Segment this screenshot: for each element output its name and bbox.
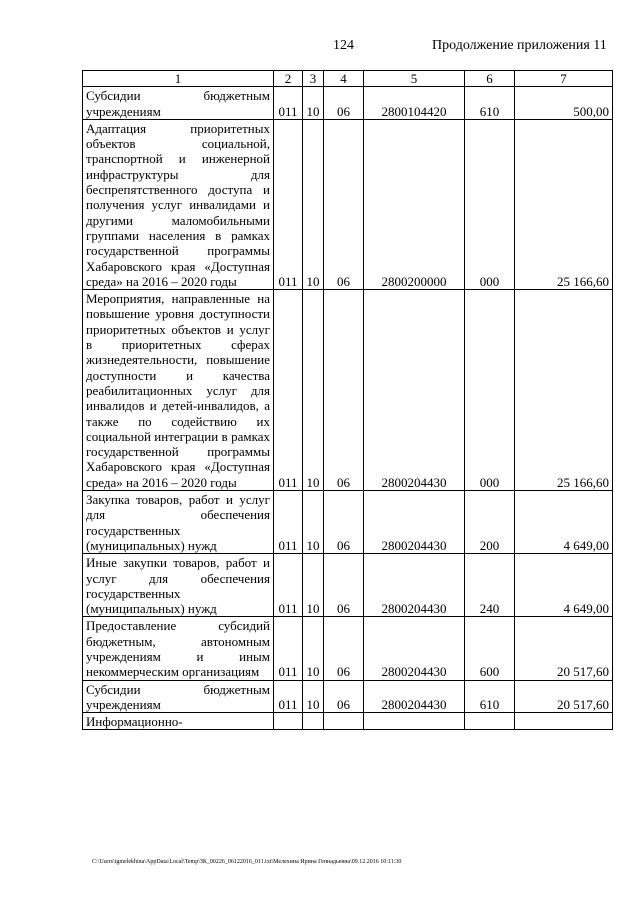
- cell-subsection: [324, 713, 364, 730]
- cell-target-item: [364, 713, 465, 730]
- appendix-continuation-label: Продолжение приложения 11: [432, 38, 607, 53]
- cell-amount: 25 166,60: [515, 119, 613, 289]
- cell-target-item: 2800200000: [364, 119, 465, 289]
- cell-expense-type: 240: [465, 554, 515, 617]
- row-name: Иные закупки товаров, работ и услуг для обеспечения государственных (муниципальных) нужд: [83, 554, 274, 617]
- table-row: [83, 680, 613, 713]
- column-header: 4: [324, 71, 364, 87]
- table-row: [83, 290, 613, 491]
- cell-subsection: 06: [324, 87, 364, 120]
- cell-expense-type: 000: [465, 290, 515, 491]
- cell-amount: 20 517,60: [515, 617, 613, 680]
- table-row: [83, 554, 613, 617]
- cell-ministry: 011: [274, 119, 303, 289]
- cell-expense-type: 000: [465, 119, 515, 289]
- table-row: [83, 617, 613, 680]
- row-name: Закупка товаров, работ и услуг для обеспечения государственных (муниципальных) нужд: [83, 491, 274, 554]
- column-header: 3: [303, 71, 324, 87]
- cell-subsection: 06: [324, 491, 364, 554]
- cell-section: 10: [303, 617, 324, 680]
- table-row: [83, 491, 613, 554]
- column-header: 7: [515, 71, 613, 87]
- cell-expense-type: 600: [465, 617, 515, 680]
- table-header-row: [83, 71, 613, 87]
- cell-section: 10: [303, 680, 324, 713]
- column-header: 1: [83, 71, 274, 87]
- cell-target-item: 2800104420: [364, 87, 465, 120]
- cell-subsection: 06: [324, 617, 364, 680]
- column-header: 2: [274, 71, 303, 87]
- cell-section: 10: [303, 554, 324, 617]
- row-name: Субсидии бюджетным учреждениям: [83, 87, 274, 120]
- cell-target-item: 2800204430: [364, 554, 465, 617]
- cell-target-item: 2800204430: [364, 680, 465, 713]
- cell-target-item: 2800204430: [364, 617, 465, 680]
- cell-section: 10: [303, 119, 324, 289]
- cell-amount: 500,00: [515, 87, 613, 120]
- cell-section: 10: [303, 290, 324, 491]
- cell-amount: 25 166,60: [515, 290, 613, 491]
- page-number: 124: [333, 38, 354, 53]
- row-name: Мероприятия, направленные на повышение уровня доступности приоритетных объектов и услуг в приоритетных сферах жизнедеятельности, повышение доступности и качества реабилитационных услуг для инвалидов и детей-инвалидов, а также по содействию их социальной интеграции в рамках государственной программы Хабаровского края «Доступная среда» на 2016 – 2020 годы: [83, 290, 274, 491]
- cell-subsection: 06: [324, 680, 364, 713]
- table-row: [83, 119, 613, 289]
- budget-table: [82, 70, 613, 730]
- row-name: Адаптация приоритетных объектов социальной, транспортной и инженерной инфраструктуры для беспрепятственного доступа и получения услуг инвалидами и другими маломобильными группами населения в рамках государственной программы Хабаровского края «Доступная среда» на 2016 – 2020 годы: [83, 119, 274, 289]
- row-name: Предоставление субсидий бюджетным, автономным учреждениям и иным некоммерческим организациям: [83, 617, 274, 680]
- cell-subsection: 06: [324, 554, 364, 617]
- cell-expense-type: 200: [465, 491, 515, 554]
- table-row: [83, 713, 613, 730]
- cell-amount: 4 649,00: [515, 554, 613, 617]
- cell-subsection: 06: [324, 119, 364, 289]
- cell-section: 10: [303, 87, 324, 120]
- row-name: Субсидии бюджетным учреждениям: [83, 680, 274, 713]
- cell-target-item: 2800204430: [364, 491, 465, 554]
- cell-subsection: 06: [324, 290, 364, 491]
- row-name: Информационно-: [83, 713, 274, 730]
- cell-section: 10: [303, 491, 324, 554]
- cell-ministry: 011: [274, 491, 303, 554]
- cell-ministry: 011: [274, 87, 303, 120]
- cell-amount: 4 649,00: [515, 491, 613, 554]
- file-path-footer: C:\Users\igmelekhina\AppData\Local\Temp\ЗК_00226_06122016_011.txt\Мелехина Ирина Геннадьевна\09.12.2016 10:11:30: [92, 859, 402, 865]
- cell-ministry: 011: [274, 290, 303, 491]
- cell-expense-type: [465, 713, 515, 730]
- cell-ministry: [274, 713, 303, 730]
- cell-target-item: 2800204430: [364, 290, 465, 491]
- cell-ministry: 011: [274, 680, 303, 713]
- cell-expense-type: 610: [465, 680, 515, 713]
- cell-amount: 20 517,60: [515, 680, 613, 713]
- cell-amount: [515, 713, 613, 730]
- column-header: 6: [465, 71, 515, 87]
- cell-section: [303, 713, 324, 730]
- column-header: 5: [364, 71, 465, 87]
- cell-ministry: 011: [274, 617, 303, 680]
- table-row: [83, 87, 613, 120]
- cell-expense-type: 610: [465, 87, 515, 120]
- cell-ministry: 011: [274, 554, 303, 617]
